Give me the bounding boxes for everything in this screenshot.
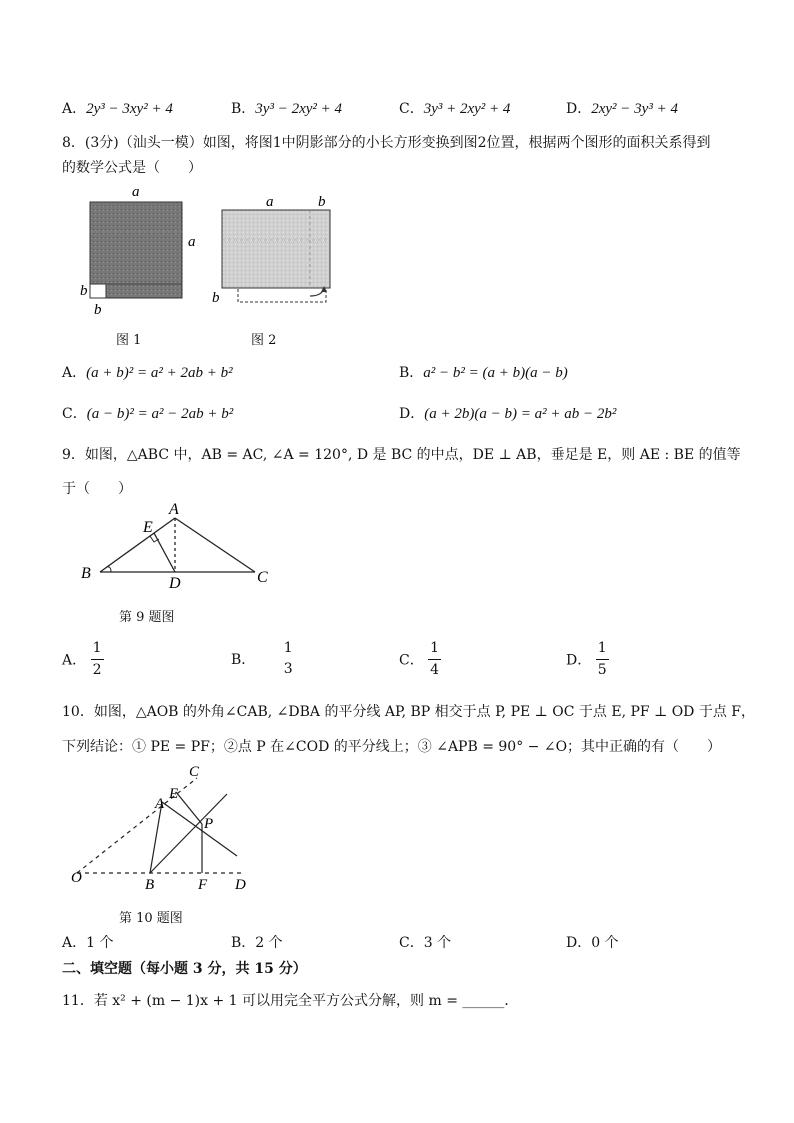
segment-pe — [176, 792, 202, 824]
q8-stem-line1: 8．(3分)（汕头一模）如图，将图1中阴影部分的小长方形变换到图2位置，根据两个图形的面积关系得到 — [62, 135, 711, 151]
q8-fig2-caption: 图 2 — [251, 333, 277, 348]
q10-stem-line1: 10．如图，△AOB 的外角∠CAB, ∠DBA 的平分线 AP, BP 相交于点 P, PE ⊥ OC 于点 E, PF ⊥ OD 于点 F， — [62, 704, 756, 720]
q8-option-d[interactable]: D．(a + 2b)(a − b) = a² + ab − 2b² — [399, 406, 617, 422]
q10-option-a[interactable]: A．1 个 — [62, 935, 114, 951]
q9-option-d[interactable]: D． $\frac{1}{5}$ — [566, 638, 609, 681]
fig1-label-b-left: b — [80, 283, 88, 299]
fraction: 1 3 — [283, 640, 293, 677]
q9-option-c[interactable]: C． $\frac{1}{4}$ — [399, 638, 441, 681]
fig2-label-b-top: b — [318, 194, 326, 210]
q9-point-e: E — [143, 519, 153, 536]
fig2-label-a: a — [266, 194, 274, 210]
q7-option-d[interactable]: D．2xy² − 3y³ + 4 — [566, 101, 678, 117]
q9-figure — [75, 500, 280, 592]
q10-point-a: A — [155, 796, 165, 812]
q9-option-a[interactable]: A． $\frac{1}{2}$ — [62, 638, 104, 681]
q11-stem: 11．若 x² + (m − 1)x + 1 可以用完全平方公式分解，则 m = ______． — [62, 993, 519, 1009]
q9-option-b[interactable]: B． 1 3 — [231, 638, 295, 680]
segment-de — [154, 533, 175, 572]
q7-option-b[interactable]: B．3y³ − 2xy² + 4 — [231, 101, 343, 117]
q10-caption: 第 10 题图 — [119, 911, 183, 926]
bisector-ap — [162, 802, 237, 856]
figure-2 — [212, 194, 330, 306]
q8-option-c[interactable]: C．(a − b)² = a² − 2ab + b² — [62, 406, 234, 422]
q10-point-d: D — [235, 877, 246, 893]
q9-point-a: A — [169, 501, 179, 518]
fraction: $\frac{1}{2}$ — [92, 640, 102, 678]
segment-ac — [175, 518, 255, 572]
fraction: $\frac{1}{5}$ — [597, 640, 607, 678]
q8-stem-line2: 的数学公式是（ ） — [62, 160, 202, 176]
q10-option-b[interactable]: B．2 个 — [231, 935, 283, 951]
fig2-label-b-left: b — [212, 290, 220, 306]
ray-oc — [77, 778, 197, 873]
fraction: $\frac{1}{4}$ — [430, 640, 440, 678]
q10-point-f: F — [198, 877, 208, 893]
segment-ab — [100, 518, 175, 572]
q10-stem-line2: 下列结论：① PE = PF；②点 P 在∠COD 的平分线上；③ ∠APB = 90° − ∠O；其中正确的有（ ） — [62, 739, 722, 755]
q10-point-p: P — [204, 816, 214, 832]
q9-point-d: D — [169, 575, 181, 592]
q10-point-b: B — [145, 877, 155, 893]
fig1-label-a-top: a — [132, 184, 140, 200]
q10-point-c: C — [189, 764, 200, 780]
q10-option-c[interactable]: C．3 个 — [399, 935, 452, 951]
q8-option-b[interactable]: B．a² − b² = (a + b)(a − b) — [399, 365, 568, 381]
q8-option-a[interactable]: A．(a + b)² = a² + 2ab + b² — [62, 365, 233, 381]
section-2-title: 二、填空题（每小题 3 分，共 15 分） — [62, 961, 307, 977]
q7-option-c[interactable]: C．3y³ + 2xy² + 4 — [399, 101, 511, 117]
fig1-label-a-right: a — [188, 234, 196, 250]
q8-figures — [72, 180, 342, 320]
q7-option-a[interactable]: A．2y³ − 3xy² + 4 — [62, 101, 173, 117]
q10-point-o: O — [71, 870, 82, 886]
q9-caption: 第 9 题图 — [119, 610, 175, 625]
figure-1 — [80, 184, 196, 318]
q10-figure — [65, 760, 265, 898]
fig1-label-b-bottom: b — [94, 302, 102, 318]
q8-fig1-caption: 图 1 — [116, 333, 142, 348]
q9-stem-line2: 于（ ） — [62, 481, 132, 497]
q9-point-b: B — [81, 565, 91, 582]
q10-point-e: E — [169, 786, 179, 802]
q9-point-c: C — [257, 569, 268, 586]
q9-stem-line1: 9．如图，△ABC 中，AB = AC, ∠A = 120°, D 是 BC 的中点，DE ⊥ AB，垂足是 E，则 AE : BE 的值等 — [62, 447, 741, 463]
q10-option-d[interactable]: D．0 个 — [566, 935, 619, 951]
